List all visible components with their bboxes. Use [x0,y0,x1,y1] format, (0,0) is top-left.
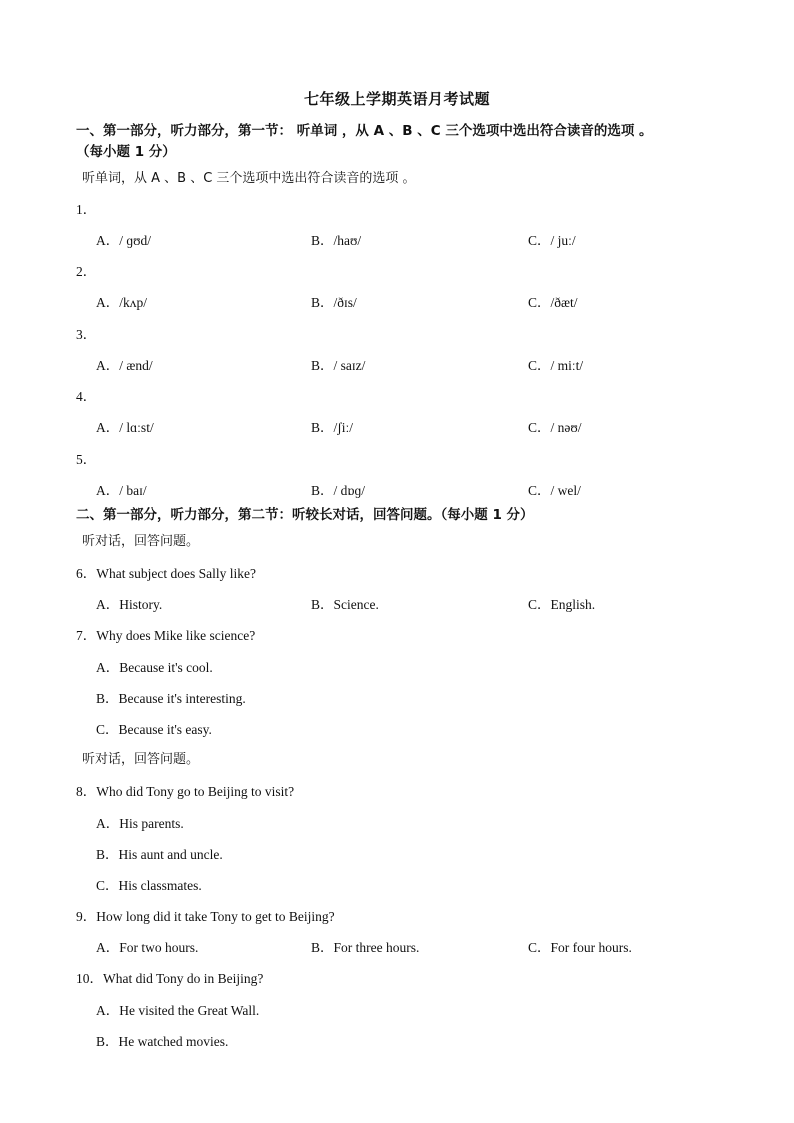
part1-heading-score: （每小题 1 分） [76,144,176,160]
question-8-option-a: A．His parents. [96,816,184,831]
question-5-number: 5． [76,452,97,467]
question-4-number: 4． [76,389,97,404]
question-3-number: 3． [76,327,97,342]
question-5-option-b: B．/ dɒɡ/ [311,483,365,498]
question-1-number: 1． [76,202,97,217]
question-7-option-a: A．Because it's cool. [96,660,213,675]
question-6-option-c: C．English. [528,597,596,612]
question-10-option-b: B．He watched movies. [96,1034,229,1049]
question-9-option-c: C．For four hours. [528,940,632,955]
question-8-option-c: C．His classmates. [96,878,202,893]
question-6-text: 6．What subject does Sally like? [76,566,256,581]
question-9-text: 9．How long did it take Tony to get to Beijing? [76,909,335,924]
question-5-option-c: C．/ wel/ [528,483,581,498]
question-3-option-c: C．/ miːt/ [528,358,584,373]
question-1-option-b: B．/haʊ/ [311,233,362,248]
question-1-option-a: A．/ ɡʊd/ [96,233,152,248]
question-7-text: 7．Why does Mike like science? [76,628,256,643]
part1-instruction: 听单词，从 A 、B 、C 三个选项中选出符合读音的选项 。 [82,171,416,186]
question-10-option-a: A．He visited the Great Wall. [96,1003,260,1018]
part2-heading: 二、第一部分，听力部分，第二节：听较长对话，回答问题。（每小题 1 分） [76,507,534,523]
question-9-option-b: B．For three hours. [311,940,420,955]
question-7-option-b: B．Because it's interesting. [96,691,246,706]
question-4-option-a: A．/ lɑːst/ [96,420,154,435]
part2-instruction-2: 听对话，回答问题。 [82,752,200,767]
question-3-option-a: A．/ ænd/ [96,358,153,373]
question-10-text: 10．What did Tony do in Beijing? [76,971,264,986]
page-title: 七年级上学期英语月考试题 [303,90,490,108]
question-4-option-b: B．/ʃiː/ [311,420,354,435]
question-2-option-a: A．/kʌp/ [96,295,148,310]
question-2-option-b: B．/ðɪs/ [311,295,357,310]
question-5-option-a: A．/ baɪ/ [96,483,147,498]
question-8-text: 8．Who did Tony go to Beijing to visit? [76,784,295,799]
question-6-option-a: A．History. [96,597,163,612]
question-2-option-c: C．/ðæt/ [528,295,578,310]
question-4-option-c: C．/ nəʊ/ [528,420,582,435]
question-6-option-b: B．Science. [311,597,379,612]
question-3-option-b: B．/ saɪz/ [311,358,366,373]
question-1-option-c: C．/ juː/ [528,233,576,248]
question-2-number: 2． [76,264,97,279]
part2-instruction-1: 听对话，回答问题。 [82,534,200,549]
part1-heading: 一、第一部分，听力部分，第一节： 听单词 ，从 A 、B 、C 三个选项中选出符合读音的选项 。 [76,123,653,139]
question-8-option-b: B．His aunt and uncle. [96,847,223,862]
question-7-option-c: C．Because it's easy. [96,722,212,737]
question-9-option-a: A．For two hours. [96,940,199,955]
